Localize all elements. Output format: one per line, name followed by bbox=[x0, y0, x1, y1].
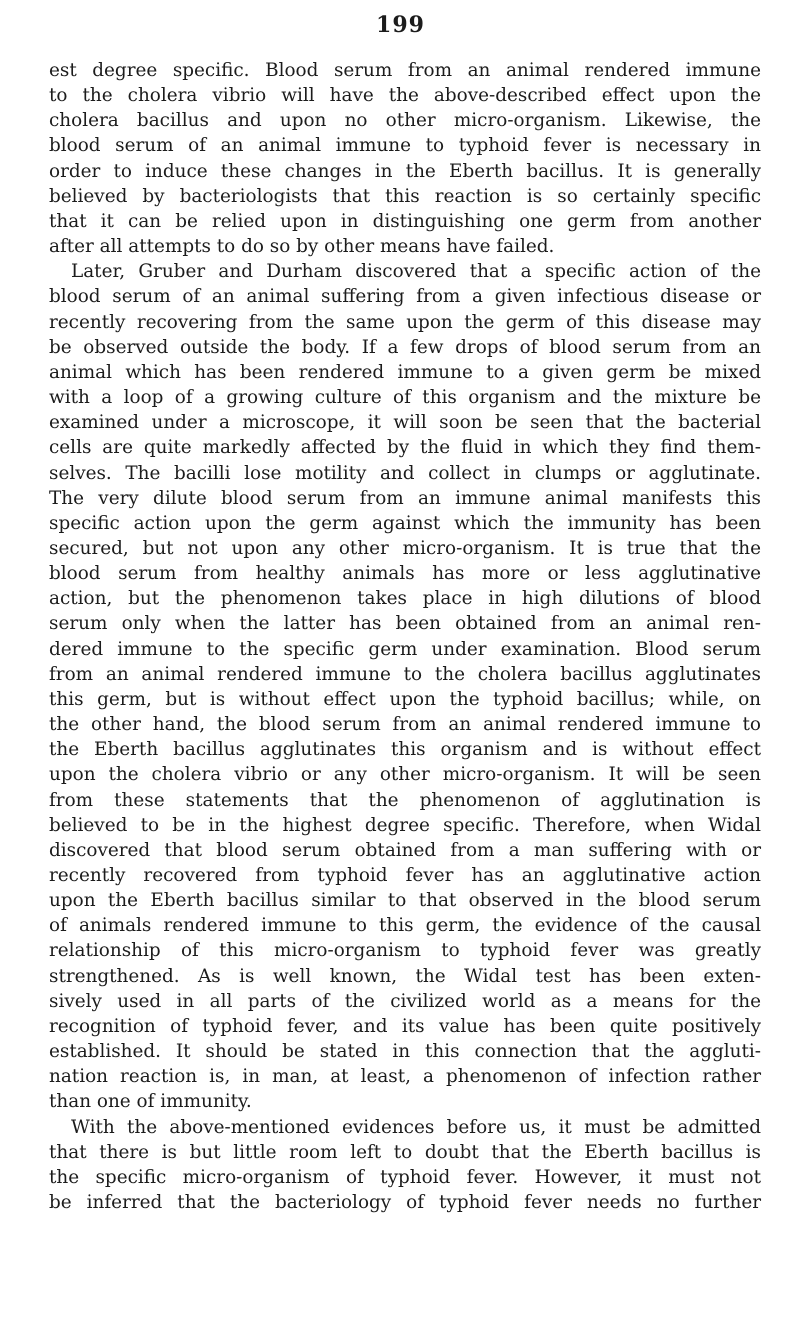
text-line: upon the Eberth bacillus similar to that observed in the blood serum bbox=[49, 890, 761, 912]
text-line: examined under a microscope, it will soon be seen that the bacterial bbox=[49, 412, 761, 434]
text-line: relationship of this micro-organism to typhoid fever was greatly bbox=[49, 940, 761, 962]
text-line: blood serum of an animal suffering from a given infectious disease or bbox=[49, 286, 761, 308]
text-line: believed to be in the highest degree specific. Therefore, when Widal bbox=[49, 814, 761, 836]
text-line: specific action upon the germ against which the immunity has been bbox=[49, 512, 761, 534]
text-line: The very dilute blood serum from an immune animal manifests this bbox=[49, 487, 761, 509]
text-line: blood serum of an animal immune to typhoid fever is necessary in bbox=[49, 135, 761, 157]
page-number: 199 bbox=[376, 12, 425, 38]
text-line: sively used in all parts of the civilized world as a means for the bbox=[49, 990, 761, 1012]
text-line: serum only when the latter has been obtained from an animal ren- bbox=[49, 613, 761, 635]
text-line: action, but the phenomenon takes place in high dilutions of blood bbox=[49, 588, 761, 610]
text-line: believed by bacteriologists that this reaction is so certainly specific bbox=[49, 185, 761, 207]
text-line: be observed outside the body. If a few drops of blood serum from an bbox=[49, 336, 761, 358]
text-line: upon the cholera vibrio or any other micro-organism. It will be seen bbox=[49, 764, 761, 786]
text-line: the specific micro-organism of typhoid fever. However, it must not bbox=[49, 1166, 761, 1188]
text-line: established. It should be stated in this connection that the aggluti- bbox=[49, 1041, 761, 1063]
text-line: the Eberth bacillus agglutinates this organism and is without effect bbox=[49, 739, 761, 761]
text-line: this germ, but is without effect upon the typhoid bacillus; while, on bbox=[49, 688, 761, 710]
text-line: blood serum from healthy animals has more or less agglutinative bbox=[49, 563, 761, 585]
text-line: that it can be relied upon in distinguishing one germ from another bbox=[49, 210, 761, 232]
text-line: after all attempts to do so by other means have failed. bbox=[49, 236, 555, 258]
text-line: animal which has been rendered immune to a given germ be mixed bbox=[49, 361, 761, 383]
text-line: dered immune to the specific germ under examination. Blood serum bbox=[49, 638, 761, 660]
text-line: order to induce these changes in the Eberth bacillus. It is generally bbox=[49, 160, 761, 182]
text-line: cholera bacillus and upon no other micro-organism. Likewise, the bbox=[49, 110, 761, 132]
text-line: the other hand, the blood serum from an animal rendered immune to bbox=[49, 714, 761, 736]
text-line: est degree specific. Blood serum from an animal rendered immune bbox=[49, 60, 761, 81]
text-line: from these statements that the phenomenon of agglutination is bbox=[49, 789, 761, 811]
text-line: secured, but not upon any other micro-organism. It is true that the bbox=[49, 537, 761, 559]
text-line: cells are quite markedly affected by the fluid in which they find them- bbox=[49, 437, 761, 459]
text-line: that there is but little room left to doubt that the Eberth bacillus is bbox=[49, 1141, 761, 1163]
text-line: strengthened. As is well known, the Widal test has been exten- bbox=[49, 965, 761, 987]
text-line: with a loop of a growing culture of this organism and the mixture be bbox=[49, 387, 761, 409]
text-line: recently recovering from the same upon the germ of this disease may bbox=[49, 311, 761, 333]
text-line: of animals rendered immune to this germ, the evidence of the causal bbox=[49, 915, 761, 937]
text-line: Later, Gruber and Durham discovered that a specific action of the bbox=[71, 261, 761, 283]
text-line: With the above-mentioned evidences before us, it must be admitted bbox=[71, 1116, 761, 1138]
text-line: to the cholera vibrio will have the above-described effect upon the bbox=[49, 85, 761, 107]
body-text bbox=[49, 58, 761, 1215]
text-line: from an animal rendered immune to the cholera bacillus agglutinates bbox=[49, 663, 761, 685]
text-line: discovered that blood serum obtained from a man suffering with or bbox=[49, 839, 761, 861]
text-line: recognition of typhoid fever, and its value has been quite positively bbox=[49, 1015, 761, 1037]
text-line: nation reaction is, in man, at least, a phenomenon of infection rather bbox=[49, 1066, 761, 1088]
text-line: be inferred that the bacteriology of typhoid fever needs no further bbox=[49, 1192, 761, 1214]
text-line: selves. The bacilli lose motility and collect in clumps or agglutinate. bbox=[49, 462, 761, 484]
text-line: recently recovered from typhoid fever has an agglutinative action bbox=[49, 865, 761, 886]
text-line: than one of immunity. bbox=[49, 1091, 252, 1113]
